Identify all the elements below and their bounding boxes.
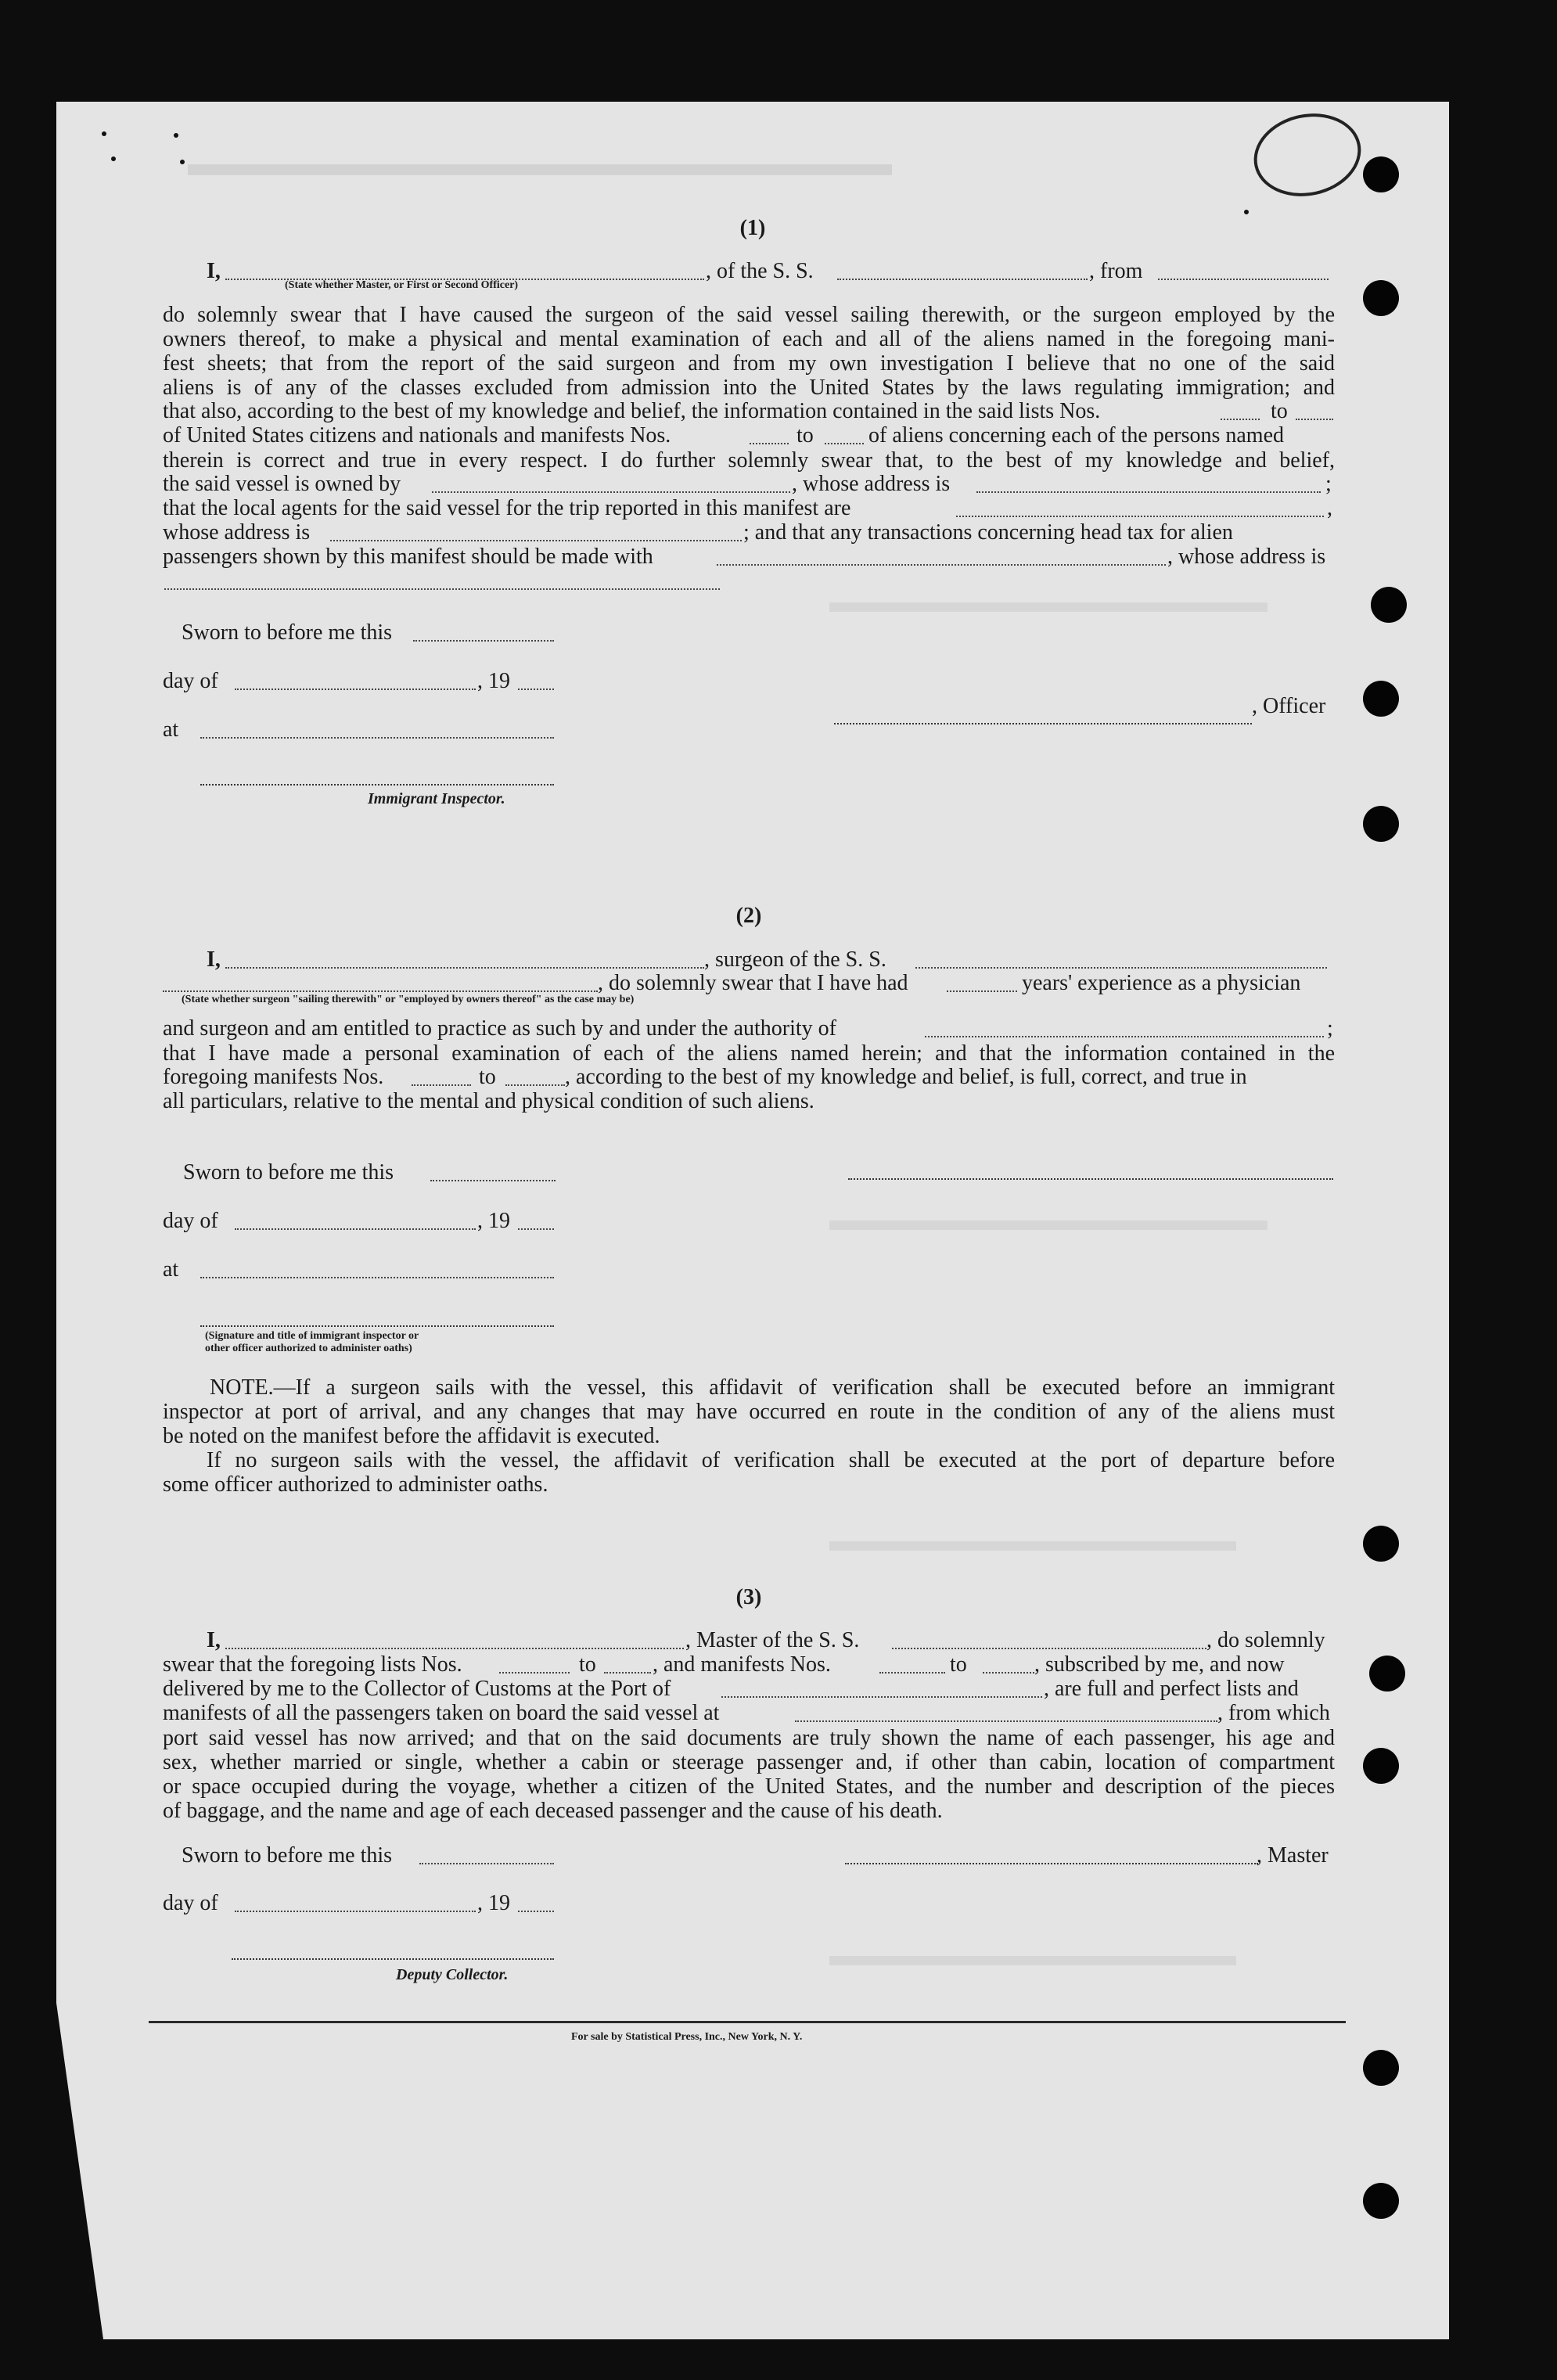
note-line: NOTE.—If a surgeon sails with the vessel, this affidavit of verification shall be executed before an immigrant: [210, 1375, 1335, 1400]
agents-address-label: whose address is: [163, 520, 311, 545]
day-of-label-1: day of: [163, 669, 218, 693]
agents-address-line[interactable]: [330, 540, 742, 541]
footer-rule: [149, 2021, 1346, 2023]
section-1-line: therein is correct and true in every respect. I do further solemnly swear that, to the best of my knowledge and belief,: [163, 448, 1335, 473]
inspector-label: Immigrant Inspector.: [368, 790, 505, 807]
year-line-1[interactable]: [518, 688, 554, 690]
from-which-label: , from which: [1217, 1701, 1330, 1725]
signature-hint-1: (Signature and title of immigrant inspector or: [205, 1330, 419, 1342]
section-3-line: port said vessel has now arrived; and that on the said documents are truly shown the name of each passenger, his age and: [163, 1726, 1335, 1750]
owner-address-line[interactable]: [976, 491, 1321, 493]
sworn-date-line-1[interactable]: [413, 640, 554, 642]
punch-hole: [1363, 681, 1399, 717]
lists-from-line-3[interactable]: [499, 1672, 570, 1674]
section-3-line: of baggage, and the name and age of each deceased passenger and the cause of his death.: [163, 1799, 943, 1823]
surgeon-name-line[interactable]: [225, 967, 704, 969]
punch-hole: [1363, 1526, 1399, 1562]
owner-address-label: , whose address is: [792, 472, 951, 496]
torn-corner: [56, 2003, 103, 2339]
subscribed-label: , subscribed by me, and now: [1034, 1652, 1285, 1677]
note-line: be noted on the manifest before the affidavit is executed.: [163, 1424, 660, 1448]
surgeon-manifests-to-line[interactable]: [505, 1084, 565, 1086]
collector-port-line[interactable]: [721, 1696, 1042, 1698]
of-the-ss-label: , of the S. S.: [706, 259, 814, 283]
and-manifests-label: , and manifests Nos.: [653, 1652, 831, 1677]
section-3-line: or space occupied during the voyage, whether a citizen of the United States, and the number and description of the pieces: [163, 1774, 1335, 1799]
surgeon-of-label: , surgeon of the S. S.: [704, 947, 886, 972]
authorized-officer-line[interactable]: [200, 1325, 554, 1327]
agents-line[interactable]: [956, 516, 1324, 517]
bleed-through: [829, 602, 1268, 612]
printer-credit: For sale by Statistical Press, Inc., New York, N. Y.: [571, 2031, 803, 2043]
day-of-line-1[interactable]: [235, 688, 476, 690]
officer-hint: (State whether Master, or First or Second Officer): [285, 279, 519, 291]
manifests-all-label: manifests of all the passengers taken on board the said vessel at: [163, 1701, 720, 1725]
sworn-label-2: Sworn to before me this: [183, 1160, 394, 1185]
agents-label: that the local agents for the said vessel for the trip reported in this manifest are: [163, 496, 851, 520]
manifests-to-label: to: [796, 423, 814, 448]
embark-port-line[interactable]: [795, 1720, 1217, 1722]
surgeon-manifests-tail: , according to the best of my knowledge and belief, is full, correct, and true in: [565, 1065, 1247, 1089]
swear-label: , do solemnly swear that I have had: [598, 971, 908, 995]
at-line-1[interactable]: [200, 737, 554, 739]
year-label-1: , 19: [477, 669, 510, 693]
full-perfect-label: , are full and perfect lists and: [1044, 1677, 1299, 1701]
officer-signature-line[interactable]: [834, 723, 1252, 724]
year-label-2: , 19: [477, 1209, 510, 1233]
sworn-date-line-2[interactable]: [430, 1180, 556, 1181]
section-1-line: fest sheets; that from the report of the said surgeon and from my own investigation I believe that no one of the said: [163, 351, 1335, 376]
owned-by-label: the said vessel is owned by: [163, 472, 401, 496]
punch-hole: [1363, 806, 1399, 842]
lists-to-label: to: [1271, 399, 1288, 423]
bleed-through: [829, 1541, 1236, 1551]
section-1-line: do solemnly swear that I have caused the surgeon of the said vessel sailing therewith, or the surgeon employed by the: [163, 303, 1335, 327]
lists-to-line[interactable]: [1296, 419, 1333, 420]
years-label: years' experience as a physician: [1022, 971, 1301, 995]
signature-hint-2: other officer authorized to administer oaths): [205, 1343, 412, 1354]
from-port-line[interactable]: [1158, 279, 1329, 280]
lists-to-line-3[interactable]: [604, 1672, 651, 1674]
manifests-from-line-3[interactable]: [879, 1672, 945, 1674]
section-2-i: I,: [207, 947, 221, 972]
section-1-number: (1): [739, 216, 766, 240]
surgeon-type-line[interactable]: [163, 990, 598, 992]
section-3-i: I,: [207, 1628, 221, 1652]
section-2-line: that I have made a personal examination of each of the aliens named herein; and that the information contained in the: [163, 1041, 1335, 1066]
speck: [102, 131, 106, 136]
delivered-label: delivered by me to the Collector of Customs at the Port of: [163, 1677, 671, 1701]
section-3-number: (3): [735, 1585, 762, 1609]
year-line-3[interactable]: [518, 1911, 554, 1912]
punch-hole: [1363, 2050, 1399, 2086]
master-name-line[interactable]: [225, 1648, 684, 1649]
vessel-name-line[interactable]: [837, 279, 1088, 280]
lists-from-line[interactable]: [1221, 419, 1260, 420]
note-line: some officer authorized to administer oaths.: [163, 1472, 548, 1497]
speck: [180, 160, 185, 164]
section-2-number: (2): [735, 904, 762, 928]
agents-end: ,: [1327, 496, 1332, 520]
surgeon-manifests-from-line[interactable]: [412, 1084, 471, 1086]
from-label: , from: [1089, 259, 1143, 283]
note-line: inspector at port of arrival, and any changes that may have occurred en route in the condition of any of the aliens must: [163, 1400, 1335, 1424]
manifests-to-line-3[interactable]: [983, 1672, 1034, 1674]
master-label: , Master: [1257, 1843, 1329, 1868]
particulars-line: all particulars, relative to the mental and physical condition of such aliens.: [163, 1089, 814, 1113]
section-3-line: sex, whether married or single, whether a cabin or steerage passenger and, if other than cabin, location of compartment: [163, 1750, 1335, 1774]
deputy-label: Deputy Collector.: [396, 1966, 509, 1983]
owner-line[interactable]: [432, 491, 790, 493]
manifests-to-label-3: to: [950, 1652, 967, 1677]
section-1-line: aliens is of any of the classes excluded from admission into the United States by the laws regulating immigration; and: [163, 376, 1335, 400]
head-tax-address-line[interactable]: [164, 588, 720, 590]
lists-to-label-3: to: [579, 1652, 596, 1677]
day-of-label-3: day of: [163, 1891, 218, 1915]
bleed-through: [188, 164, 892, 175]
manifests-from-line[interactable]: [750, 443, 789, 444]
day-of-label-2: day of: [163, 1209, 218, 1233]
speck: [111, 156, 116, 161]
owner-end: ;: [1325, 472, 1332, 496]
authority-end: ;: [1327, 1016, 1333, 1041]
punch-hole: [1363, 280, 1399, 316]
manifests-to-line[interactable]: [825, 443, 864, 444]
surgeon-vessel-line[interactable]: [915, 967, 1327, 969]
punch-hole: [1363, 156, 1399, 192]
section-1-i: I,: [207, 259, 221, 283]
bleed-through: [829, 1956, 1236, 1965]
officer-label: , Officer: [1252, 694, 1326, 718]
manifests-label: of United States citizens and nationals and manifests Nos.: [163, 423, 671, 448]
punch-hole: [1363, 1748, 1399, 1784]
surgeon-manifests-label: foregoing manifests Nos.: [163, 1065, 384, 1089]
sworn-label-1: Sworn to before me this: [182, 620, 393, 645]
master-vessel-line[interactable]: [892, 1648, 1206, 1649]
day-of-line-3[interactable]: [235, 1911, 476, 1912]
authority-label: and surgeon and am entitled to practice as such by and under the authority of: [163, 1016, 836, 1041]
deputy-signature-line[interactable]: [232, 1958, 554, 1960]
year-line-2[interactable]: [518, 1228, 554, 1230]
punch-hole: [1369, 1656, 1405, 1692]
master-of-label: , Master of the S. S.: [685, 1628, 860, 1652]
punch-hole: [1371, 587, 1407, 623]
master-signature-line[interactable]: [845, 1863, 1258, 1864]
lists-label: that also, according to the best of my knowledge and belief, the information contained in the said lists Nos.: [163, 399, 1101, 423]
years-line[interactable]: [947, 990, 1017, 992]
head-tax-agent-line[interactable]: [717, 564, 1166, 566]
bleed-through: [829, 1221, 1268, 1230]
section-1-line: owners thereof, to make a physical and mental examination of each and all of the aliens named in the foregoing mani-: [163, 327, 1335, 351]
punch-hole: [1363, 2183, 1399, 2219]
do-solemnly-label: , do solemnly: [1206, 1628, 1325, 1652]
passengers-label: passengers shown by this manifest should be made with: [163, 545, 653, 569]
year-label-3: , 19: [477, 1891, 510, 1915]
swear-lists-label: swear that the foregoing lists Nos.: [163, 1652, 462, 1677]
surgeon-hint: (State whether surgeon "sailing therewith" or "employed by owners thereof" as the case may be): [182, 994, 635, 1005]
authority-line[interactable]: [925, 1036, 1324, 1037]
at-label-1: at: [163, 717, 179, 742]
at-line-2[interactable]: [200, 1277, 554, 1278]
sworn-date-line-3[interactable]: [419, 1863, 554, 1864]
manifests-tail: of aliens concerning each of the persons named: [868, 423, 1285, 448]
sworn-label-3: Sworn to before me this: [182, 1843, 393, 1868]
surgeon-signature-line[interactable]: [848, 1178, 1333, 1180]
head-tax-label: ; and that any transactions concerning head tax for alien: [743, 520, 1233, 545]
at-label-2: at: [163, 1257, 179, 1282]
surgeon-manifests-to-label: to: [479, 1065, 496, 1089]
inspector-signature-line[interactable]: [200, 784, 554, 786]
passengers-address-label: , whose address is: [1167, 545, 1326, 569]
speck: [174, 133, 178, 138]
speck: [1244, 210, 1249, 214]
note-line: If no surgeon sails with the vessel, the affidavit of verification shall be executed at the port of departure before: [207, 1448, 1335, 1472]
day-of-line-2[interactable]: [235, 1228, 476, 1230]
